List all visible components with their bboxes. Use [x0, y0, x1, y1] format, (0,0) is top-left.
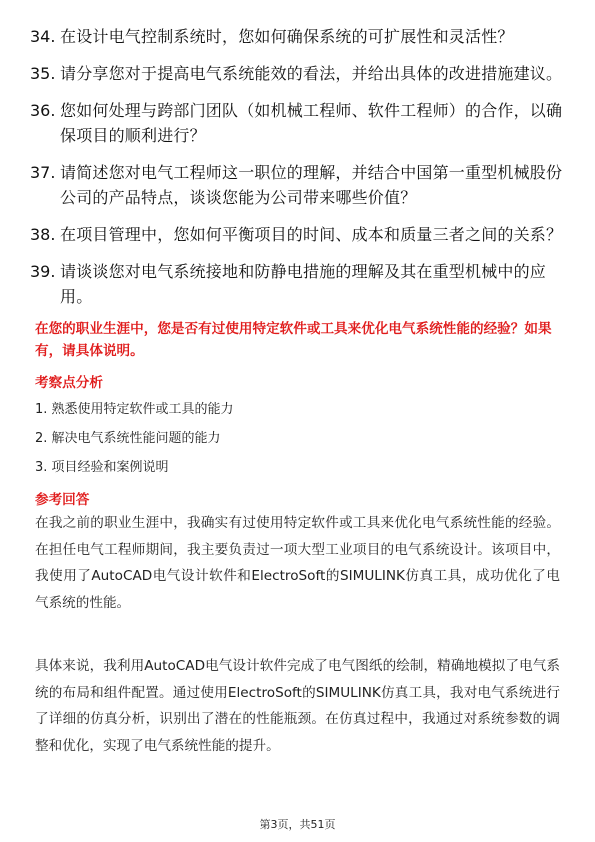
question-number: 38. — [30, 225, 56, 244]
question-text: 在设计电气控制系统时，您如何确保系统的可扩展性和灵活性？ — [60, 27, 514, 46]
question-number: 37. — [30, 163, 56, 182]
list-item — [30, 259, 565, 309]
analysis-point: 1. 熟悉使用特定软件或工具的能力 — [35, 402, 234, 417]
featured-question: 在您的职业生涯中，您是否有过使用特定软件或工具来优化电气系统性能的经验？如果有，请具体说明。 — [35, 321, 552, 359]
question-text: 在项目管理中，您如何平衡项目的时间、成本和质量三者之间的关系？ — [60, 225, 563, 244]
list-item — [30, 24, 565, 49]
answer-paragraph: 具体来说，我利用AutoCAD电气设计软件完成了电气图纸的绘制，精确地模拟了电气系统的布局和组件配置。通过使用ElectroSoft的SIMULINK仿真工具，我对电气系统进行了详细的仿真分析，识别出了潜在的性能瓶颈。在仿真过程中，我通过对系统参数的调整和优化，实现了电气系统性能的提升。 — [35, 658, 560, 754]
list-item — [30, 98, 565, 148]
page-footer: 第3页，共51页 — [259, 818, 336, 831]
analysis-title: 考察点分析 — [35, 375, 103, 391]
question-number: 39. — [30, 262, 56, 281]
question-list — [30, 24, 565, 321]
analysis-point: 2. 解决电气系统性能问题的能力 — [35, 431, 221, 446]
question-text: 请谈谈您对电气系统接地和防静电措施的理解及其在重型机械中的应用。 — [60, 262, 547, 306]
question-text: 请分享您对于提高电气系统能效的看法，并给出具体的改进措施建议。 — [60, 64, 563, 83]
list-item — [30, 222, 565, 247]
question-number: 35. — [30, 64, 56, 83]
question-number: 36. — [30, 101, 56, 120]
list-item — [30, 61, 565, 86]
list-item — [30, 160, 565, 210]
answer-paragraph: 在我之前的职业生涯中，我确实有过使用特定软件或工具来优化电气系统性能的经验。在担任电气工程师期间，我主要负责过一项大型工业项目的电气系统设计。该项目中，我使用了AutoCAD电气设计软件和ElectroSoft的SIMULINK仿真工具，成功优化了电气系统的性能。 — [35, 515, 560, 611]
question-text: 请简述您对电气工程师这一职位的理解，并结合中国第一重型机械股份公司的产品特点，谈谈您能为公司带来哪些价值？ — [60, 163, 563, 207]
reference-title: 参考回答 — [35, 492, 90, 508]
question-number: 34. — [30, 27, 56, 46]
question-text: 您如何处理与跨部门团队（如机械工程师、软件工程师）的合作，以确保项目的顺利进行？ — [60, 101, 563, 145]
analysis-point: 3. 项目经验和案例说明 — [35, 460, 169, 475]
